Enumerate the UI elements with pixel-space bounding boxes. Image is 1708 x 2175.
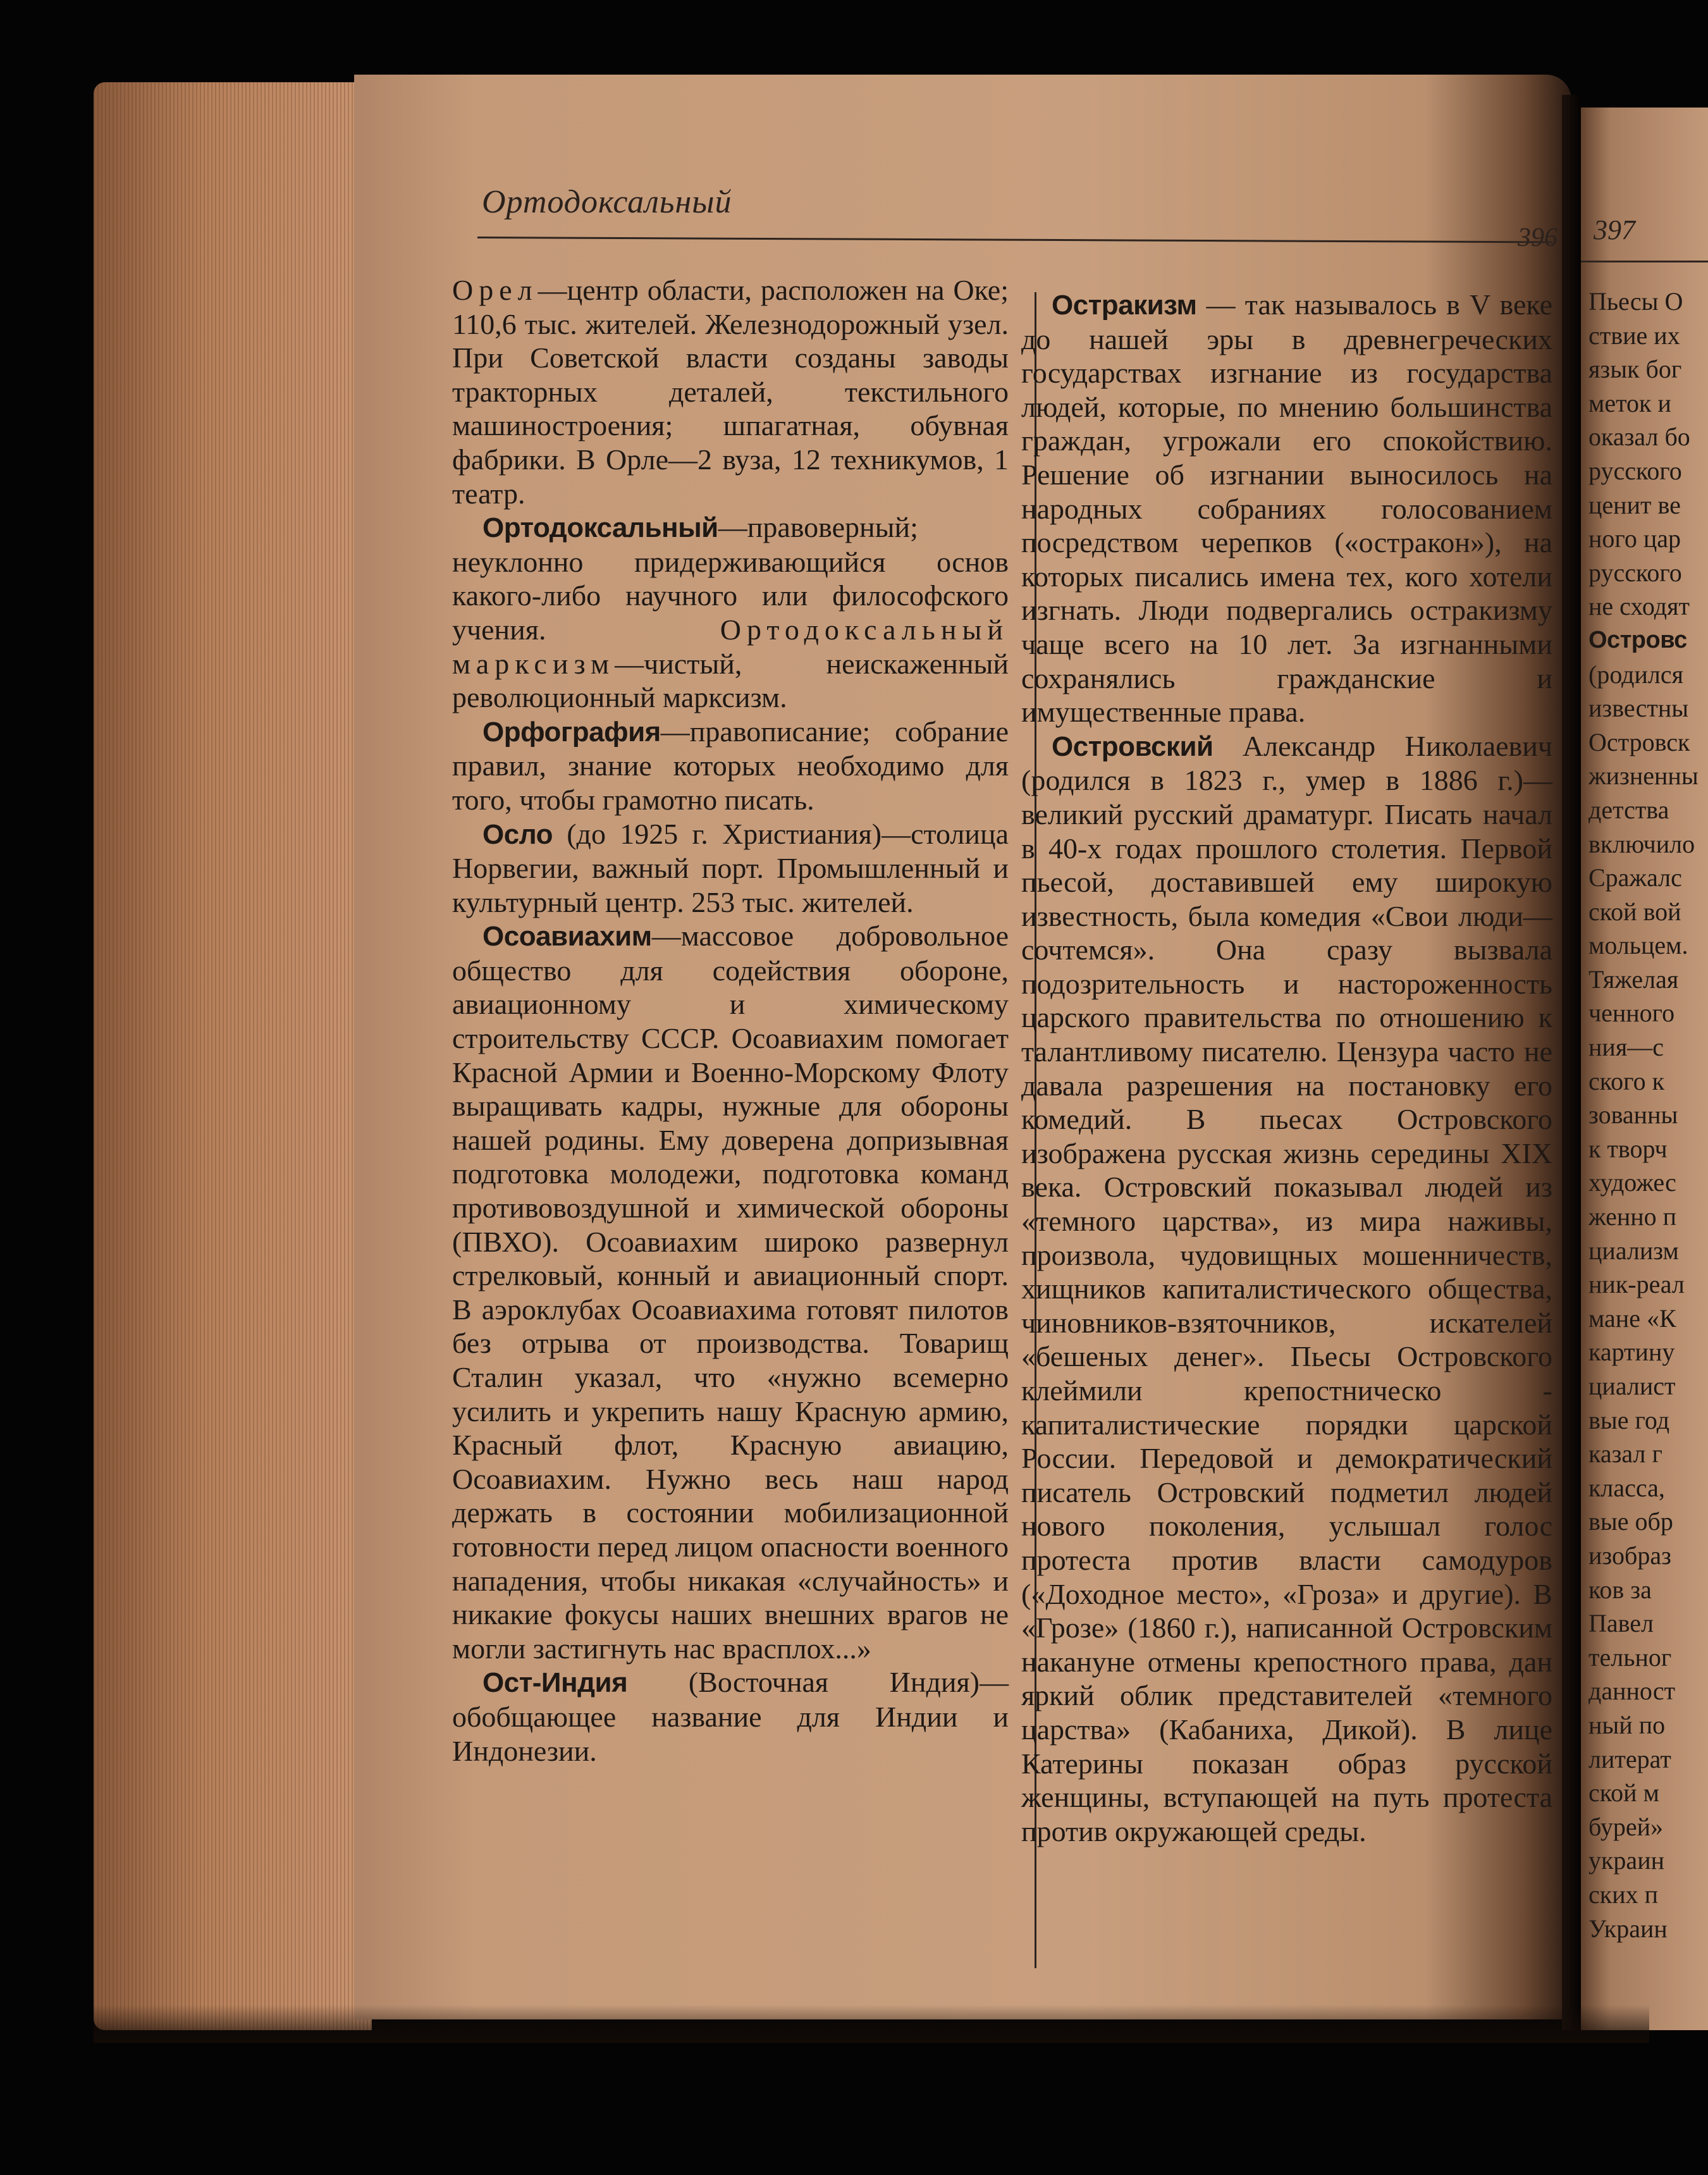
- middle-column: [1021, 288, 1552, 1848]
- line-fragment: ствие их: [1588, 321, 1680, 350]
- line-fragment: женно п: [1588, 1202, 1677, 1231]
- line-fragment: Сражалс: [1588, 863, 1682, 892]
- line-fragment: ный по: [1588, 1710, 1666, 1739]
- line-fragment: вые год: [1588, 1405, 1670, 1434]
- entry-text: — так называлось в V веке до нашей эры в древнегреческих государствах изгнание из государства людей, которые, по мнению большинства граждан, угрожали его спокойствию. Решение об изгнании выносилось на народных собраниях голосованием посредством черепков («остракон»), на которых писались имена тех, кого хотели изгнать. Люди подвергались остракизму чаще всего на 10 лет. За изгнанными сохранялись гражданские и имущественные права.: [1021, 288, 1552, 729]
- header-rule-right: [1581, 261, 1708, 262]
- line-fragment: художес: [1588, 1168, 1676, 1197]
- line-fragment: Тяжелая: [1588, 964, 1679, 994]
- line-fragment: бурей»: [1588, 1812, 1663, 1841]
- headword-ortodoksalny: Ортодоксальный: [482, 512, 718, 544]
- line-fragment: зованны: [1588, 1100, 1678, 1130]
- entry-ost-india: [452, 1665, 1009, 1768]
- line-fragment: мане «К: [1588, 1303, 1676, 1333]
- line-fragment: данност: [1588, 1677, 1676, 1706]
- left-column: [452, 273, 1009, 1768]
- line-fragment: к творч: [1588, 1134, 1668, 1163]
- headword-ost-india: Ост-Индия: [482, 1667, 628, 1699]
- right-column-fragments: [1588, 285, 1708, 1945]
- entry-orfografiya: [452, 715, 1009, 817]
- line-fragment: циалист: [1588, 1372, 1676, 1400]
- entry-text: (до 1925 г. Христиания)—столица Норвегии, важный порт. Промышленный и культурный центр. 253 тыс. жителей.: [452, 817, 1009, 918]
- line-fragment: ских п: [1588, 1880, 1658, 1909]
- line-fragment: Украин: [1588, 1914, 1668, 1943]
- line-fragment: Островск: [1588, 727, 1690, 756]
- line-fragment: картину: [1588, 1338, 1675, 1367]
- line-fragment: класса,: [1588, 1473, 1665, 1502]
- line-fragment: (родился: [1588, 660, 1684, 689]
- bottom-shadow: [94, 2005, 1649, 2043]
- entry-ostrakizm: [1021, 288, 1552, 729]
- headword-osoaviakhim: Осоавиахим: [482, 921, 652, 952]
- line-fragment: ценит ве: [1588, 490, 1681, 519]
- running-head: Ортодоксальный: [482, 184, 732, 220]
- entry-osoaviakhim: [452, 919, 1009, 1665]
- line-fragment: русского: [1588, 456, 1682, 485]
- entry-ortodoksalny: [452, 510, 1009, 715]
- headword-fragment: Островс: [1588, 626, 1687, 653]
- headword-ostrakizm: Остракизм: [1052, 290, 1197, 321]
- headword-ostrovsky: Островский: [1052, 730, 1213, 762]
- line-fragment: украин: [1588, 1846, 1664, 1875]
- line-fragment: оказал бо: [1588, 422, 1690, 452]
- page-number-right: 397: [1594, 214, 1635, 245]
- entry-text: —правоверный; неуклонно придерживающийся основ какого-либо научного или философского учения.: [452, 511, 1009, 646]
- line-fragment: циализм: [1588, 1236, 1679, 1265]
- entry-text: —чистый, неискаженный революционный марксизм.: [452, 647, 1009, 714]
- headword-orel: Орел: [452, 274, 538, 306]
- entry-orel: [452, 273, 1009, 510]
- line-fragment: язык бог: [1588, 355, 1682, 384]
- line-fragment: ского к: [1588, 1066, 1664, 1095]
- line-fragment: ской вой: [1588, 897, 1681, 926]
- line-fragment: детства: [1588, 795, 1669, 824]
- line-fragment: Пьесы О: [1588, 287, 1683, 316]
- line-fragment: мольцем.: [1588, 931, 1688, 960]
- line-fragment: ков за: [1588, 1575, 1652, 1604]
- headword-oslo: Осло: [482, 818, 553, 850]
- line-fragment: Павел: [1588, 1609, 1654, 1638]
- line-fragment: ской м: [1588, 1778, 1659, 1808]
- line-fragment: ного цар: [1588, 524, 1681, 553]
- line-fragment: тельног: [1588, 1642, 1672, 1672]
- headword-orfografiya: Орфография: [482, 716, 661, 748]
- line-fragment: изобраз: [1588, 1541, 1671, 1570]
- line-fragment: меток и: [1588, 388, 1671, 417]
- line-fragment: вые обр: [1588, 1507, 1673, 1536]
- line-fragment: известны: [1588, 694, 1689, 723]
- entry-text: Александр Николаевич (родился в 1823 г., умер в 1886 г.)—великий русский драматург. Писать начал в 40-х годах прошлого столетия. Первой пьесой, доставившей ему широкую известность, была комедия «Свои люди—сочтемся». Она сразу вызвала подозрительность и настороженность царского правительства по отношению к талантливому писателю. Цензура часто не давала разрешения на постановку его комедий. В пьесах Островского изображена русская жизнь середины XIX века. Островский показывал людей из «темного царства», из мира наживы, произвола, чудовищных мошенничеств, хищников капиталистического общества, чиновников-взяточников, искателей «бешеных денег». Пьесы Островского клеймили крепостническо - капиталистические порядки царской России. Передовой и демократический писатель Островский подметил людей нового поколения, услышал голос протеста против власти самодуров («Доходное место», «Гроза» и другие). В «Грозе» (1860 г.), написанной Островским накануне отмены крепостного права, дан яркий облик представителей «темного царства» (Кабаниха, Дикой). В лице Катерины показан образ русской женщины, вступающей на путь протеста против окружающей среды.: [1021, 729, 1552, 1847]
- line-fragment: казал г: [1588, 1439, 1662, 1469]
- line-fragment: русского: [1588, 558, 1682, 587]
- line-fragment: литерат: [1588, 1744, 1671, 1773]
- spaced-term: Ортодоксальный марксизм: [452, 613, 1009, 680]
- line-fragment: включило: [1588, 829, 1695, 858]
- line-fragment: ченного: [1588, 999, 1675, 1028]
- entry-ostrovsky: [1021, 729, 1552, 1849]
- page-number-left: 396: [1518, 223, 1557, 252]
- line-fragment: ник-реал: [1588, 1270, 1685, 1299]
- line-fragment: жизненны: [1588, 761, 1699, 791]
- entry-oslo: [452, 817, 1009, 920]
- entry-text: (Восточная Индия)—обобщающее название для Индии и Индонезии.: [452, 1666, 1009, 1767]
- page-edges: [94, 82, 372, 2030]
- entry-text: —массовое добровольное общество для содействия обороне, авиационному и химическому строительству СССР. Осоавиахим помогает Красной Армии и Военно-Морскому Флоту выращивать кадры, нужные для обороны нашей родины. Ему доверена допризывная подготовка молодежи, подготовка команд противовоздушной и химической обороны (ПВХО). Осоавиахим широко развернул стрелковый, конный и авиационный спорт. В аэроклубах Осоавиахима готовят пилотов без отрыва от производства. Товарищ Сталин указал, что «нужно всемерно усилить и укрепить нашу Красную армию, Красный флот, Красную авиацию, Осоавиахим. Нужно весь наш народ держать в состоянии мобилизационной готовности перед лицом опасности военного нападения, чтобы никакая «случайность» и никакие фокусы наших внешних врагов не могли застигнуть нас врасплох...»: [452, 920, 1009, 1665]
- line-fragment: ния—с: [1588, 1033, 1664, 1062]
- line-fragment: не сходят: [1588, 592, 1690, 621]
- entry-text: —правописание; собрание правил, знание которых необходимо для того, чтобы грамотно писать.: [452, 715, 1009, 816]
- book-gutter: [1562, 95, 1581, 2030]
- entry-text: —центр области, расположен на Оке; 110,6 тыс. жителей. Железнодорожный узел. При Советской власти созданы заводы тракторных деталей, текстильного машиностроения; шпагатная, обувная фабрики. В Орле—2 вуза, 12 техникумов, 1 театр.: [452, 274, 1009, 510]
